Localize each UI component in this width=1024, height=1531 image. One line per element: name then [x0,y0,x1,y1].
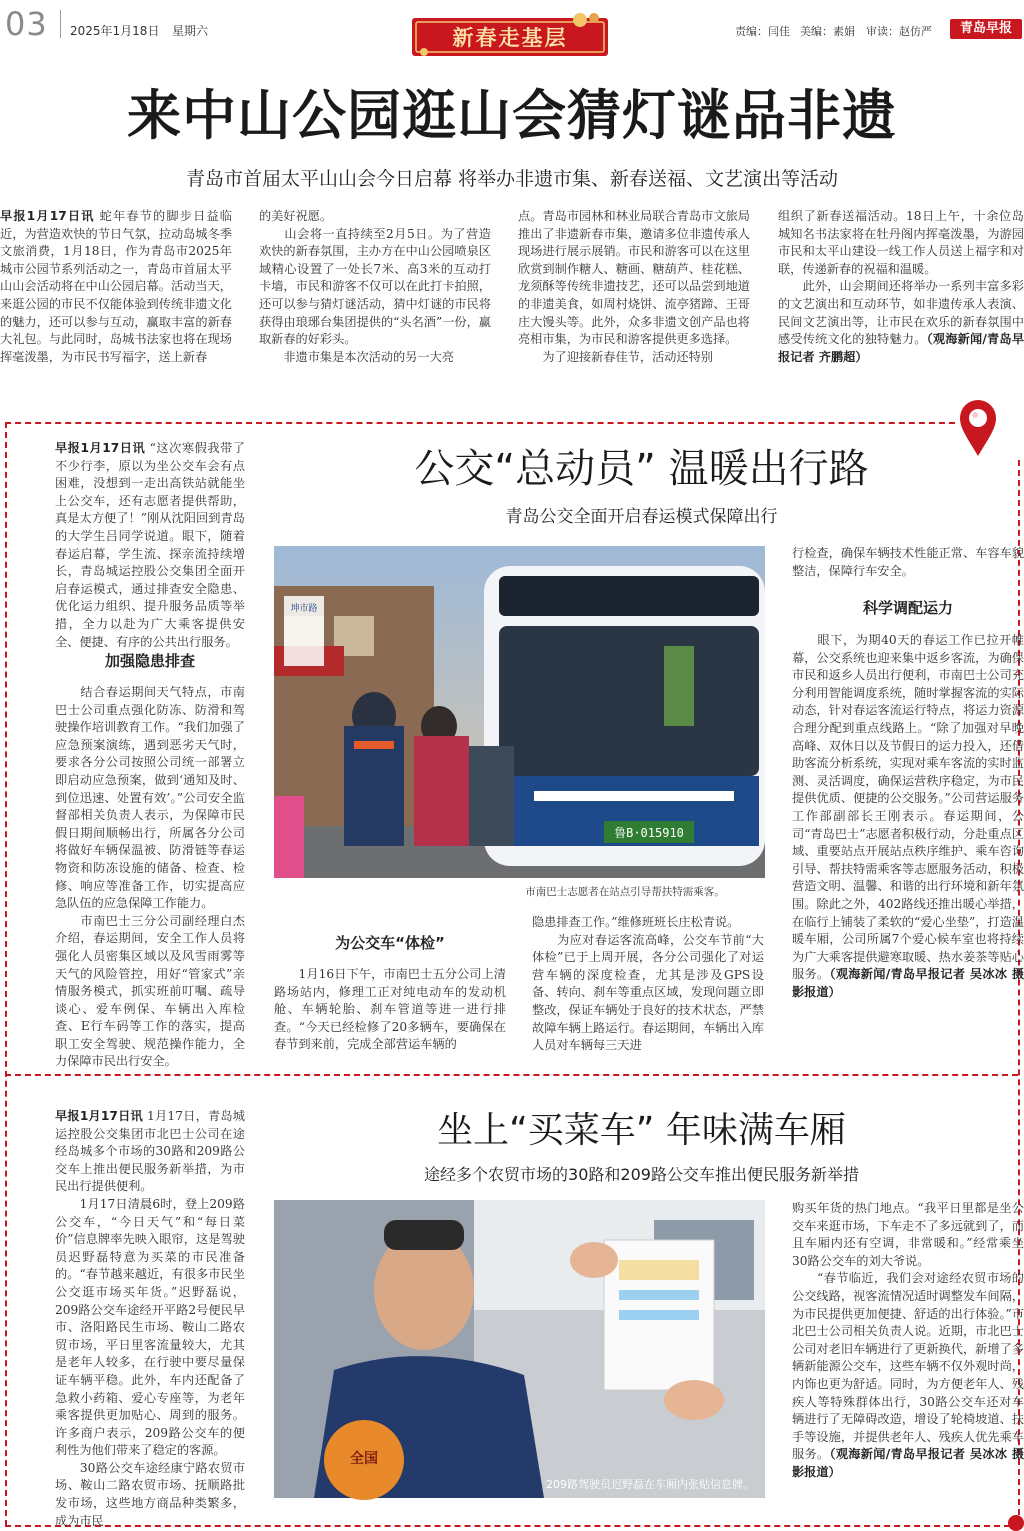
article1-col3: 点。青岛市园林和林业局联合青岛市文旅局推出了非遗新春市集，邀请多位非遗传承人现场进行展示展销。市民和游客可以在这里欣赏到制作糖人、糖画、糖葫芦、桂花糕、龙须酥等传统非遗技艺，还可以品尝到地道的非遗美食，如周村烧饼、流亭猪蹄、王哥庄大馒头等。此外，众多非遗文创产品也将亮相市集，为市民和游客提供更多选择。 为了迎接新春佳节，活动还特别 [518,209,750,364]
article2-photo-caption: 市南巴士志愿者在站点引导帮扶特需乘客。 [525,886,725,898]
article3-photo-caption: 209路驾驶员迟野磊在车厢内张贴信息牌。 [546,1478,754,1491]
frame-bottom [5,1525,1010,1527]
article1-headline: 来中山公园逛山会猜灯谜品非遗 [127,84,897,147]
article3-col1-text: 1月17日，青岛城运控股公交集团市北巴士公司在途经岛城多个市场的30路和209路公交车上推出便民服务新举措，为市民出行提供便利。 1月17日清晨6时，登上209路公交车，“今日天气”和“每日菜价”信息牌率先映入眼帘，这是驾驶员迟野磊特意为买菜的市民准备的。“春节越来越近，有很多市民坐公交逛市场买年货。”迟野磊说，209路公交车途经开平路2号便民早市、洛阳路民生市场、鞍山二路农贸市场，平日里客流量较大，尤其是老年人较多，在行驶中要尽量保证车辆平稳。此外，车内还配备了急救小药箱、爱心专座等，为老年乘客提供更加贴心、周到的服务。许多商户表示，209路公交车的便利性为他们带来了稳定的客源。 30路公交车途经康宁路农贸市场、鞍山二路农贸市场、抚顺路批发市场，这些地方商品种类繁多，成为市民 [55,1109,245,1528]
article2-section2: 为公交车“体检” [335,934,445,952]
article2-photo [274,546,765,878]
article2-headline: 公交“总动员” 温暖出行路 [414,446,869,492]
uniform-badge: 全国 [350,1451,378,1467]
article3-col2 [792,1200,1024,1498]
article2-section1: 加强隐患排查 [104,652,195,670]
article2-col1a-text: “这次寒假我带了不少行李，原以为坐公交车会有点困难，没想到一走出高铁站就能坐上公交车，还有志愿者提供帮助，真是太方便了！”刚从沈阳回到青岛的大学生吕同学说道。眼下，随着春运启幕，学生流、探亲流持续增长，青岛城运控股公交集团全面开启春运模式，通过排查安全隐患、优化运力组织、提升服务品质等举措，全力以赴为广大乘客提供安全、便捷、有序的公共出行服务。 [55,441,245,649]
issue-weekday: 星期六 [172,24,209,38]
article2-lead: 早报1月17日讯 [55,441,146,455]
article2-col3: 隐患排查工作。”维修班班长庄松青说。 为应对春运客流高峰，公交车节前“大体检”已于上周开展，各分公司强化了对运营车辆的深度检查，尤其是涉及GPS设备、转向、刹车等重点区域，发现问题立即整改，保证车辆处于良好的技术状态，严禁故障车辆上路运行。春运期间，车辆出入库人员对车辆每三天进 [532,915,764,1053]
article2-col2: 1月16日下午，市南巴士五分公司上清路场站内，修理工正对纯电动车的发动机舱、车辆轮胎、刹车管道等进一进行排查。“今天已经检修了20多辆车，要确保在春节到来前，完成全部营运车辆的 [274,967,506,1052]
article3-headline: 坐上“买菜车” 年味满车厢 [437,1110,846,1151]
article3-col1 [55,1108,245,1528]
article1-col1 [0,208,232,388]
article2-col1b: 结合春运期间天气特点，市南巴士公司重点强化防冻、防滑和驾驶操作培训教育工作。“我们加强了应急预案演练，遇到恶劣天气时，要求各分公司按照公司统一部署立即启动应急预案，做到‘通知及时、到位迅速、处置有效’。”公司安全监督部相关负责人表示，为保障市民假日期间顺畅出行，所属各分公司将做好车辆保温被、防滑链等春运物资和防冻设施的储备、检查、检修、响应等准备工作，切实提高应急队伍的应急保障工作能力。 市南巴士三分公司副经理白杰介绍，春运期间，安全工作人员将强化人员密集区域以及风雪雨雾等天气的风险管控，用好“管家式”亲情服务模式，抓实班前叮嘱、疏导谈心、爱车例保、车辆出入库检查、E行车码等工作的落实，提高职工安全驾驶、规范操作能力，全力保障市民出行安全。 [55,685,245,1069]
article1-col4 [778,208,1024,388]
logo-text: 青岛早报 [959,21,1012,36]
banner-title: 新春走基层 [452,25,568,50]
article3-photo [274,1200,765,1498]
bus-route-sign: 坤市路 [290,604,318,614]
article2-section3: 科学调配运力 [862,599,953,617]
editor-credit: 责编：闫佳 [735,25,790,38]
article1-byline: （观海新闻/青岛早报记者 齐鹏超） [778,332,1024,364]
article2-col4a: 行检查，确保车辆技术性能正常、车容车貌整洁，保障行车安全。 [792,546,1024,578]
article2-col4b [792,632,1024,1058]
proofreader-credit: 审读：赵仿严 [866,25,932,38]
article1-col1-text: 蛇年春节的脚步日益临近，为营造欢快的节日气氛，拉动岛城冬季文旅消费，1月18日，作为青岛市2025年城市公园节系列活动之一，青岛市首届太平山山会活动将在中山公园启幕。活动当天，来逛公园的市民不仅能体验到传统非遗文化的魅力，还可以参与互动，赢取丰富的新春大礼包。与此同时，岛城书法家也将在现场挥毫泼墨，为市民书写福字，送上新春 [0,209,232,364]
article2-col4b-text: 眼下，为期40天的春运工作已拉开帷幕，公交系统也迎来集中返乡客流，为确保市民和返乡人员出行便利，市南巴士公司充分利用智能调度系统，随时掌握客流的实际动态，针对春运客流运行特点，将运力资源合理分配到重点线路上。“除了加强对早晚高峰、双休日以及节假日的运力投入，还借助客流分析系统，实现对乘车客流的实时监测、灵活调度，确保运营秩序稳定，为市民提供优质、便捷的公交服务。”公司营运服务工作部副部长王刚表示。春运期间，公司“青岛巴士”志愿者积极行动，分赴重点区域、重要站点开展站点秩序维护、乘车咨询引导、帮扶特需乘客等志愿服务活动，积极营造文明、温馨、和谐的出行环境和新年氛围。除此之外，402路线还推出暖心举措，在临行上铺装了柔软的“爱心坐垫”，打造温暖车厢，公司所属7个爱心候车室也将持续为广大乘客提供避寒取暖、热水姜茶等贴心服务。 [792,633,1024,982]
page-number: 03 [5,5,48,43]
article1-col2: 的美好祝愿。 山会将一直持续至2月5日。为了营造欢快的新春氛围，主办方在中山公园喷泉区域精心设置了一处长7米、高3米的互动打卡墙，市民和游客不仅可以在此打卡拍照，还可以参与猜灯谜活动，猜中灯谜的市民将获得由琅琊台集团提供的“头名酒”一份，赢取新春的好彩头。 非遗市集是本次活动的另一大亮 [259,209,491,364]
article3-subhead: 途经多个农贸市场的30路和209路公交车推出便民服务新举措 [424,1165,859,1184]
issue-date: 2025年1月18日 [70,24,160,38]
article3-lead: 早报1月17日讯 [55,1109,143,1123]
section-banner [410,12,610,58]
article3-col2-text: 购买年货的热门地点。“我平日里都是坐公交车来逛市场，下车走不了多远就到了，而且车厢内还有空调，非常暖和。”经常乘坐30路公交车的刘大爷说。 “春节临近，我们会对途经农贸市场的公交线路，视客流情况适时调整发车间隔，为市民提供更加便捷、舒适的出行体验。”市北巴士公司相关负责人说。近期，市北巴士公司对老旧车辆进行了更新换代，新增了多辆新能源公交车，这些车辆不仅外观时尚，内饰也更为舒适。同时，为方便老年人、残疾人等特殊群体出行，30路公交车还对车辆进行了无障碍改造，增设了轮椅坡道、扶手等设施，并提供老年人、残疾人优先乘车服务。 [792,1201,1024,1462]
article1-col4-text: 组织了新春送福活动。18日上午，十余位岛城知名书法家将在牡丹阁内挥毫泼墨，为游园市民和太平山建设一线工作人员送上福字和对联，传递新春的祝福和温暖。 此外，山会期间还将举办一系列丰富多彩的文艺演出和互动环节，如非遗传承人表演、民间文艺演出等，让市民在欢乐的新春氛围中感受传统文化的独特魅力。 [778,209,1024,347]
article2-subhead: 青岛公交全面开启春运模式保障出行 [505,507,778,527]
article2-byline: （观海新闻/青岛早报记者 吴冰冰 摄影报道） [792,967,1024,999]
frame-left [5,422,7,1526]
article1-subhead: 青岛市首届太平山山会今日启幕 将举办非遗市集、新春送福、文艺演出等活动 [185,168,839,190]
designer-credit: 美编：素娟 [800,25,855,38]
newspaper-logo [950,19,1022,39]
corner-dot [1008,1515,1024,1531]
masthead-divider [60,10,61,38]
article3-byline: （观海新闻/青岛早报记者 吴冰冰 摄影报道） [792,1447,1024,1479]
frame-top [5,422,955,424]
frame-mid-divider [5,1074,1018,1076]
bus-license-plate: 鲁B·015910 [614,826,684,840]
article1-lead: 早报1月17日讯 [0,209,95,223]
article2-col1a [55,440,245,649]
